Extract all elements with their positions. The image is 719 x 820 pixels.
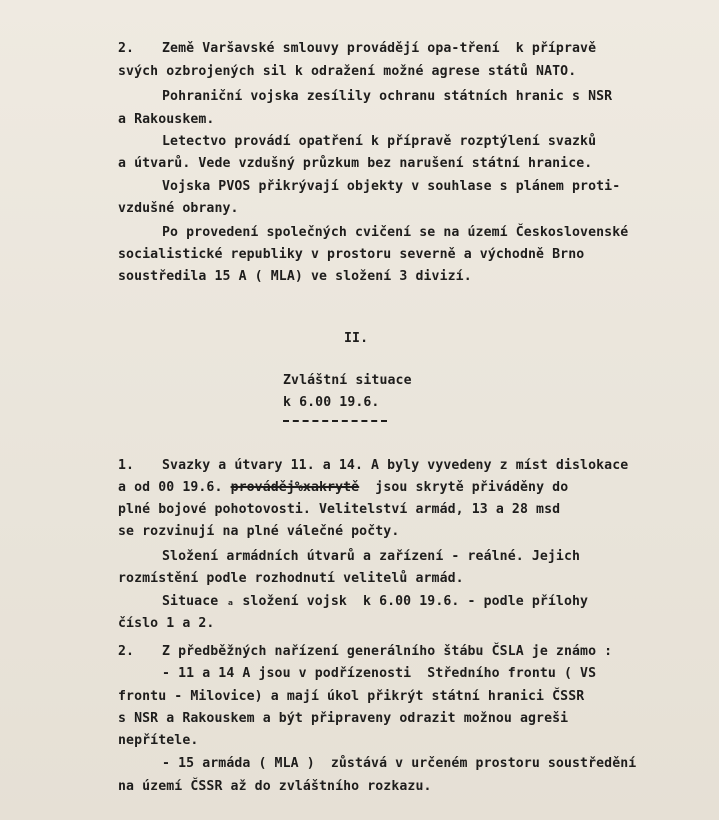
item-1-line-1: 1. Svazky a útvary 11. a 14. A byly vyvedeny z míst dislokace bbox=[118, 458, 629, 473]
paragraph-exercise-line-2: socialistické republiky v prostoru severně a východně Brno bbox=[118, 247, 585, 262]
item-number: 2. bbox=[118, 644, 135, 659]
paragraph-composition-line-1: Složení armádních útvarů a zařízení - reálné. Jejich bbox=[162, 549, 581, 564]
item-2b-line-2: - 11 a 14 A jsou v podřízenosti Středního frontu ( VS bbox=[162, 666, 597, 681]
struck-through-text: prováděj%xakrytě bbox=[230, 480, 360, 495]
section-roman-numeral: II. bbox=[344, 331, 369, 346]
item-2b-line-7: na území ČSSR až do zvláštního rozkazu. bbox=[118, 779, 432, 794]
item-number: 2. bbox=[118, 41, 135, 56]
paragraph-border-line-1: Pohraniční vojska zesílily ochranu státních hranic s NSR bbox=[162, 89, 613, 104]
item-2b-line-3: frontu - Milovice) a mají úkol přikrýt státní hranici ČSSR bbox=[118, 689, 585, 704]
item-2b-line-1: 2. Z předběžných nařízení generálního štábu ČSLA je známo : bbox=[118, 644, 613, 659]
section-title: Zvláštní situace bbox=[283, 373, 412, 388]
item-1-line-4: se rozvinují na plné válečné počty. bbox=[118, 524, 400, 539]
paragraph-border-line-2: a Rakouskem. bbox=[118, 112, 215, 127]
paragraph-pvos-line-2: vzdušné obrany. bbox=[118, 201, 239, 216]
item-2-line-1: 2. Země Varšavské smlouvy provádějí opa-tření k přípravě bbox=[118, 41, 597, 56]
item-1-line-3: plné bojové pohotovosti. Velitelství armád, 13 a 28 msd bbox=[118, 502, 561, 517]
paragraph-situation-line-2: číslo 1 a 2. bbox=[118, 616, 215, 631]
item-2b-line-5: nepřítele. bbox=[118, 733, 199, 748]
paragraph-composition-line-2: rozmístění podle rozhodnutí velitelů armád. bbox=[118, 571, 464, 586]
paragraph-exercise-line-1: Po provedení společných cvičení se na území Československé bbox=[162, 225, 629, 240]
item-2-line-2: svých ozbrojených sil k odražení možné agrese států NATO. bbox=[118, 64, 577, 79]
heading-underline-divider bbox=[283, 420, 387, 422]
item-2b-line-4: s NSR a Rakouskem a být připraveny odrazit možnou agreši bbox=[118, 711, 569, 726]
item-2b-line-6: - 15 armáda ( MLA ) zůstává v určeném prostoru soustředění bbox=[162, 756, 637, 771]
item-1-line-2: a od 00 19.6. prováděj%xakrytě jsou skrytě přiváděny do bbox=[118, 480, 569, 495]
section-time: k 6.00 19.6. bbox=[283, 395, 380, 410]
paragraph-pvos-line-1: Vojska PVOS přikrývají objekty v souhlase s plánem proti- bbox=[162, 179, 621, 194]
paragraph-air-line-1: Letectvo provádí opatření k přípravě rozptýlení svazků bbox=[162, 134, 597, 149]
item-number: 1. bbox=[118, 458, 135, 473]
paragraph-exercise-line-3: soustředila 15 A ( MLA) ve složení 3 divizí. bbox=[118, 269, 472, 284]
paragraph-situation-line-1: Situace ₐ složení vojsk k 6.00 19.6. - podle přílohy bbox=[162, 594, 589, 609]
paragraph-air-line-2: a útvarů. Vede vzdušný průzkum bez narušení státní hranice. bbox=[118, 156, 593, 171]
